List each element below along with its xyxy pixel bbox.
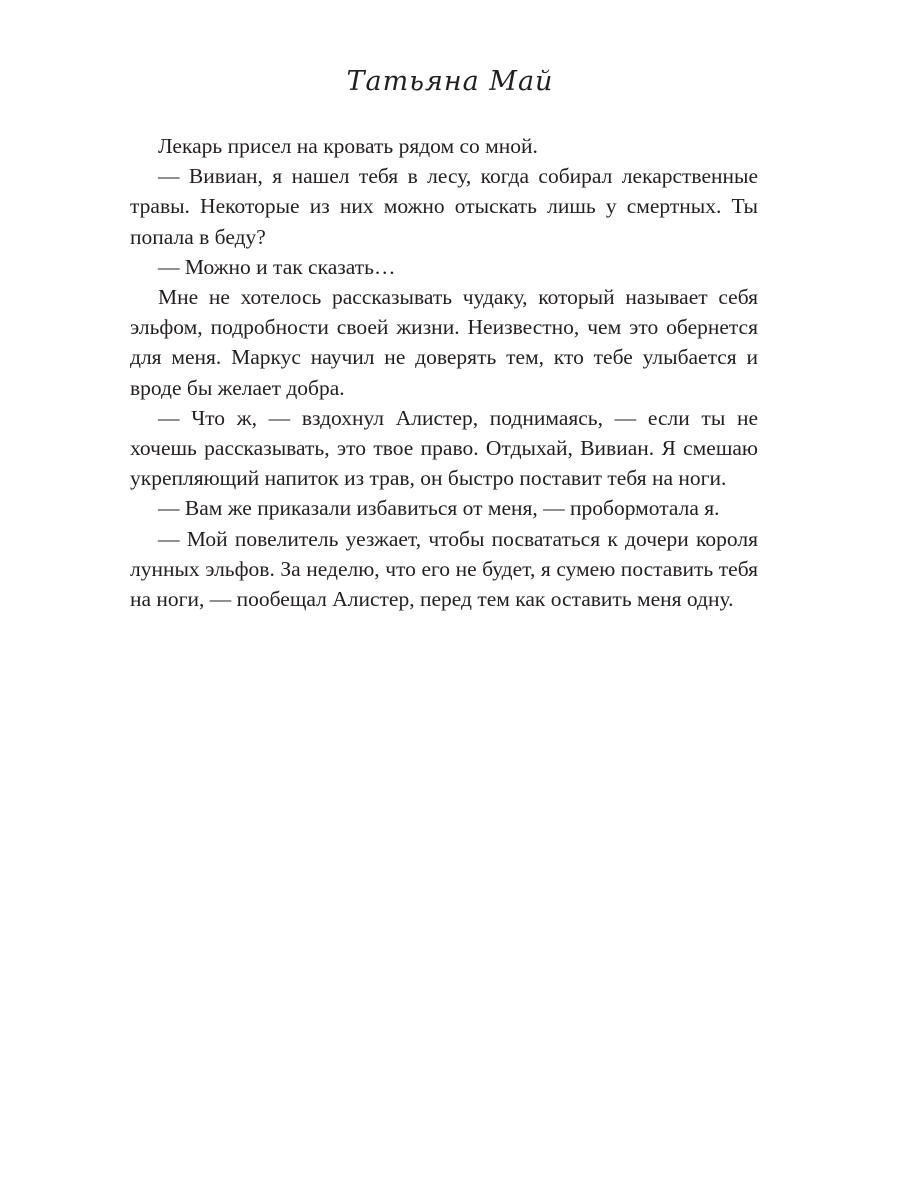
paragraph: — Вам же приказали избавиться от меня, — пробормотала я. (158, 496, 720, 521)
paragraph: — Вивиан, я нашел тебя в лесу, когда собирал лекарственные травы. Некоторые из них можно отыскать лишь у смертных. Ты попала в беду? (130, 164, 758, 249)
paragraph: — Мой повелитель уезжает, чтобы посвататься к дочери короля лунных эльфов. За неделю, что его не будет, я сумею поставить тебя на ноги, — пообещал Алистер, перед тем как оставить меня одну. (130, 526, 758, 612)
paragraph: Лекарь присел на кровать рядом со мной. (158, 134, 538, 158)
paragraph: Мне не хотелось рассказывать чудаку, который называет себя эльфом, подробности своей жизни. Неизвестно, чем это обернется для меня. Маркус научил не доверять тем, кто тебе улыбается и вроде бы желает добра. (130, 285, 758, 400)
running-header-author: Татьяна Май (346, 66, 554, 97)
paragraph: — Можно и так сказать… (158, 254, 396, 279)
body-text (130, 131, 758, 614)
paragraph: — Что ж, — вздохнул Алистер, поднимаясь, — если ты не хочешь рассказывать, это твое право. Отдыхай, Вивиан. Я смешаю укрепляющий напиток из трав, он быстро поставит тебя на ноги. (130, 405, 758, 491)
